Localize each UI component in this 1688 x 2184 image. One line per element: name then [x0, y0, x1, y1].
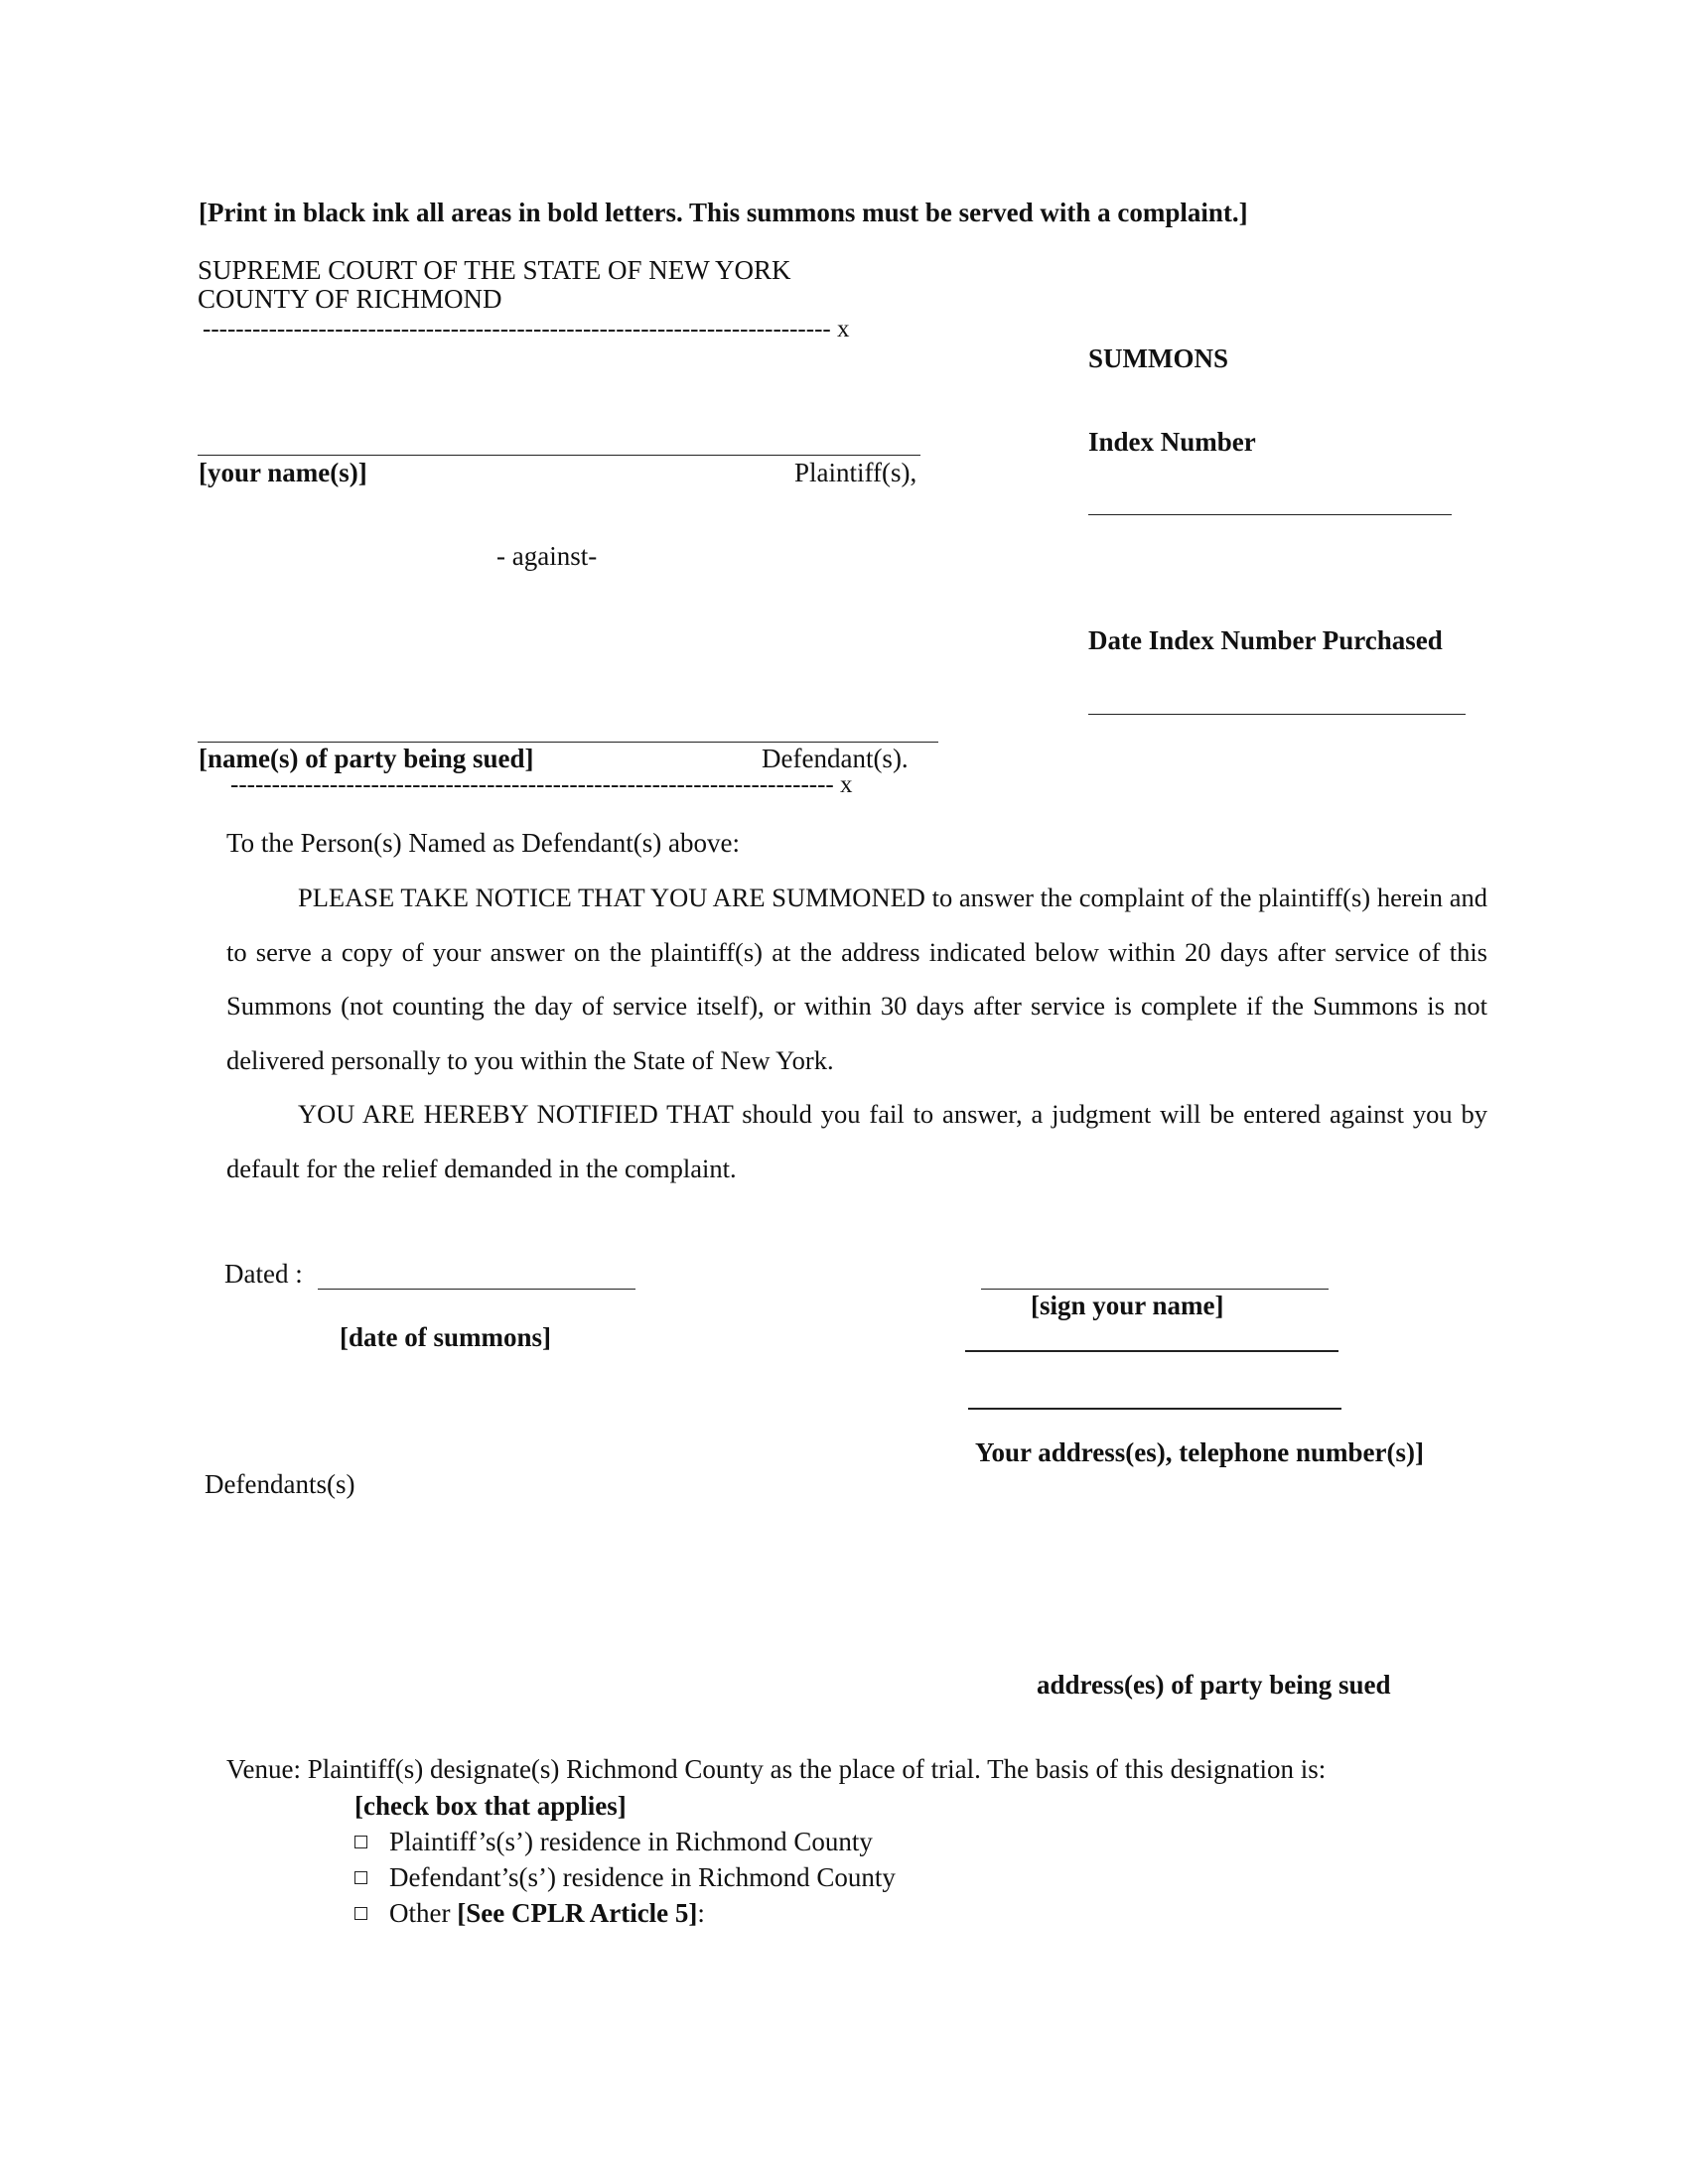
venue-text: Venue: Plaintiff(s) designate(s) Richmond County as the place of trial. The basis of this designation is: — [226, 1754, 1327, 1784]
dated-label: Dated : — [224, 1259, 303, 1289]
date-index-label: Date Index Number Purchased — [1088, 625, 1443, 655]
venue-option-defendant[interactable] — [354, 1862, 896, 1893]
venue-check-hint: [check box that applies] — [354, 1791, 627, 1821]
plaintiff-hint: [your name(s)] — [199, 458, 367, 487]
notice-paragraph-1-text: PLEASE TAKE NOTICE THAT YOU ARE SUMMONED to answer the complaint of the plaintiff(s) herein and to serve a copy of your answer on the plaintiff(s) at the address indicated below within 20 days after service of this Summons (not counting the day of service itself), or within 30 days after service is complete if the Summons is not delivered personally to you within the State of New York. — [226, 883, 1487, 1076]
date-hint: [date of summons] — [340, 1322, 551, 1352]
against-text: - against- — [496, 541, 598, 571]
checkbox-icon[interactable] — [354, 1871, 367, 1884]
signature-field[interactable] — [981, 1289, 1329, 1290]
caption-dash-top: ---------------------------------------------------------------------------- x — [203, 316, 850, 342]
defendant-hint: [name(s) of party being sued] — [199, 744, 534, 773]
notice-paragraph-1 — [226, 871, 1487, 1088]
checkbox-icon[interactable] — [354, 1907, 367, 1920]
summons-title: SUMMONS — [1088, 343, 1228, 373]
court-county: COUNTY OF RICHMOND — [198, 284, 502, 314]
court-name: SUPREME COURT OF THE STATE OF NEW YORK — [198, 255, 791, 285]
defendant-address-hint: address(es) of party being sued — [1037, 1670, 1391, 1700]
index-number-label: Index Number — [1088, 427, 1256, 457]
cplr-reference: [See CPLR Article 5] — [457, 1898, 698, 1928]
venue-option-label: Other — [389, 1898, 451, 1928]
caption-dash-bottom: ------------------------------------------------------------------------- x — [230, 771, 853, 798]
sign-hint: [sign your name] — [1031, 1291, 1224, 1320]
defendant-role: Defendant(s). — [762, 744, 909, 773]
notice-paragraph-2 — [226, 1087, 1487, 1195]
salutation: To the Person(s) Named as Defendant(s) above: — [226, 828, 740, 858]
instruction-text: [Print in black ink all areas in bold letters. This summons must be served with a complaint.] — [199, 198, 1248, 227]
plaintiff-name-field[interactable] — [198, 455, 920, 456]
address-line-2-field[interactable] — [968, 1408, 1341, 1410]
address-hint: Your address(es), telephone number(s)] — [975, 1437, 1424, 1467]
defendant-name-field[interactable] — [198, 742, 938, 743]
checkbox-icon[interactable] — [354, 1836, 367, 1848]
venue-option-suffix: : — [697, 1898, 705, 1928]
venue-option-label: Defendant’s(s’) residence in Richmond County — [389, 1862, 896, 1892]
venue-option-plaintiff[interactable] — [354, 1827, 873, 1857]
date-index-field[interactable] — [1088, 714, 1466, 715]
address-line-1-field[interactable] — [965, 1350, 1338, 1352]
venue-option-other[interactable] — [354, 1898, 705, 1929]
defendants-label: Defendants(s) — [205, 1469, 355, 1499]
index-number-field[interactable] — [1088, 514, 1452, 515]
venue-option-label: Plaintiff’s(s’) residence in Richmond County — [389, 1827, 873, 1856]
notice-paragraph-2-text: YOU ARE HEREBY NOTIFIED THAT should you fail to answer, a judgment will be entered against you by default for the relief demanded in the complaint. — [226, 1099, 1487, 1183]
plaintiff-role: Plaintiff(s), — [794, 458, 917, 487]
date-field[interactable] — [318, 1289, 635, 1290]
